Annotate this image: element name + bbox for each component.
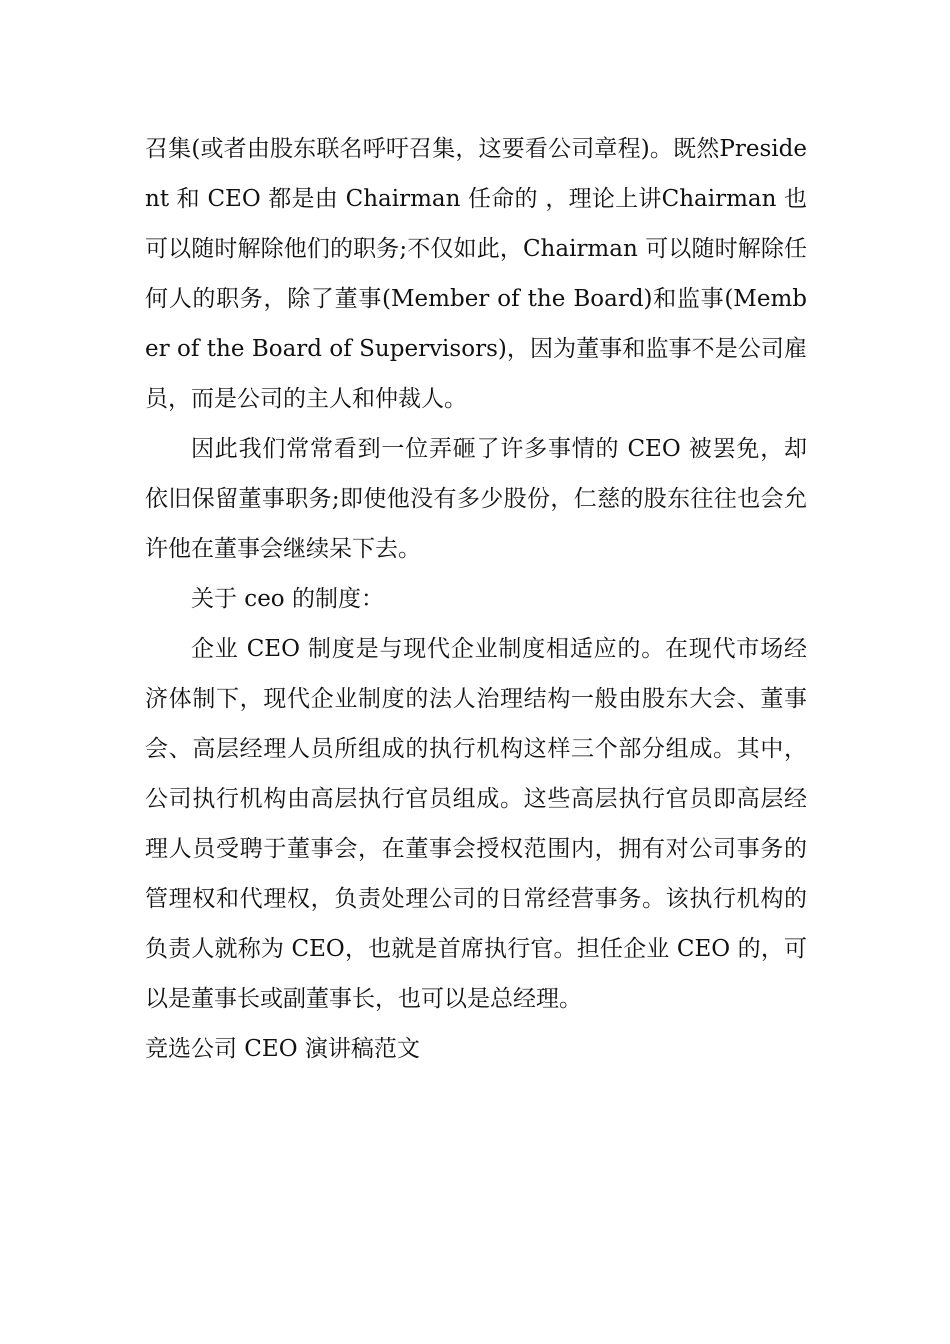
paragraph-ceo-dismissal: 因此我们常常看到一位弄砸了许多事情的 CEO 被罢免，却依旧保留董事职务;即使他没有多少股份，仁慈的股东往往也会允许他在董事会继续呆下去。 — [145, 436, 807, 562]
paragraph-ceo-system-detail: 企业 CEO 制度是与现代企业制度相适应的。在现代市场经济体制下，现代企业制度的法人治理结构一般由股东大会、董事会、高层经理人员所组成的执行机构这样三个部分组成。其中，公司执行机构由高层执行官员组成。这些高层执行官员即高层经理人员受聘于董事会，在董事会授权范围内，拥有对公司事务的管理权和代理权，负责处理公司的日常经营事务。该执行机构的负责人就称为 CEO，也就是首席执行官。担任企业 CEO 的，可以是董事长或副董事长，也可以是总经理。 — [145, 636, 807, 1012]
paragraph-ceo-system-intro: 关于 ceo 的制度： — [191, 586, 384, 612]
document-body — [145, 124, 807, 1074]
paragraph-chairman-powers: 召集(或者由股东联名呼吁召集，这要看公司章程)。既然President 和 CEO 都是由 Chairman 任命的 ，理论上讲Chairman 也可以随时解除他们的职务;不仅如此，Chairman 可以随时解除任何人的职务，除了董事(Member of the Board)和监事(Member of the Board of Supervisors)，因为董事和监事不是公司雇员，而是公司的主人和仲裁人。 — [145, 136, 807, 412]
section-heading: 竞选公司 CEO 演讲稿范文 — [145, 1036, 420, 1062]
